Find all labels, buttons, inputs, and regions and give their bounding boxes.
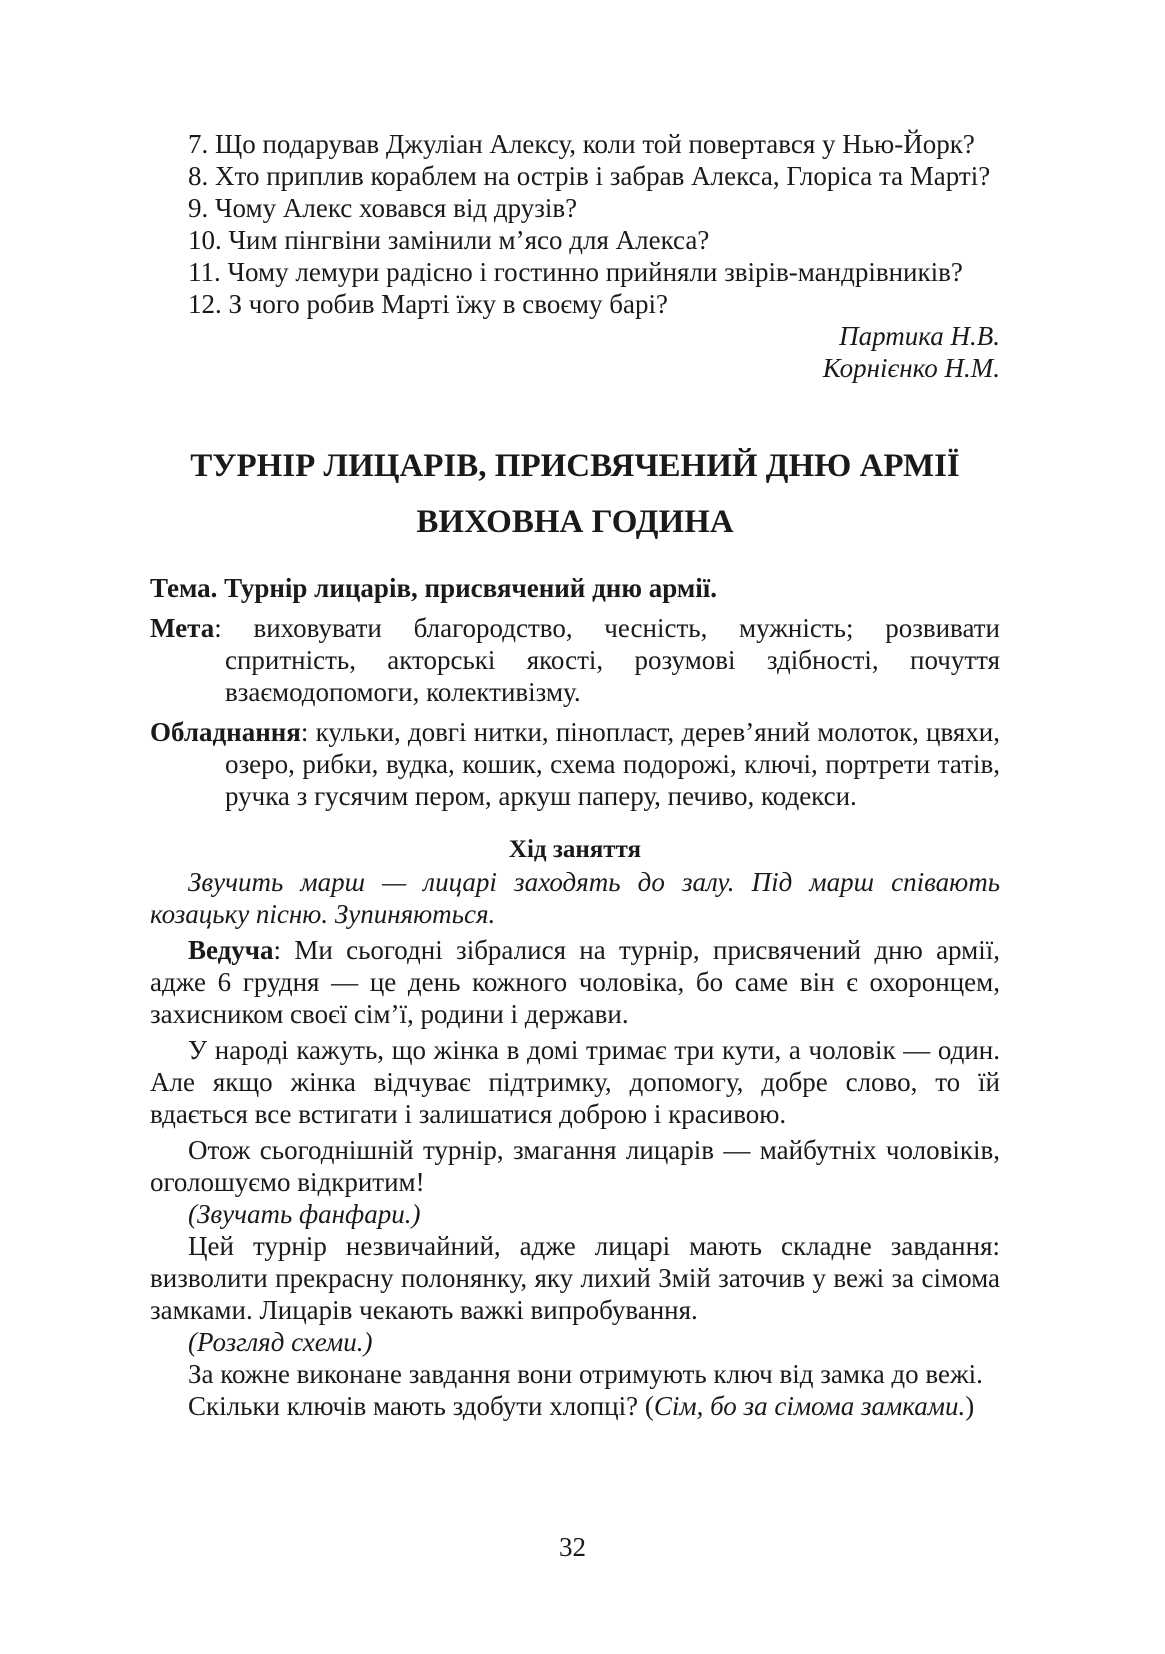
author-name: Партика Н.В. (839, 321, 1000, 351)
stage-direction: Звучить марш — лицарі заходять до залу. Під марш співають козацьку пісню. Зупиняються. (150, 867, 1000, 929)
closing-paren: ) (965, 1391, 975, 1421)
question-item: 10. Чим пінгвіни замінили м’ясо для Алекса? (188, 225, 710, 255)
author-name: Корнієнко Н.М. (822, 353, 1000, 383)
equipment-label: Обладнання (150, 717, 301, 747)
goal-text: : виховувати благородство, чесність, мужність; розвивати спритність, акторські якості, розумові здібності, почуття взаємодопомоги, колективізму. (214, 613, 1000, 707)
question-item: 8. Хто приплив кораблем на острів і забрав Алекса, Глоріса та Марті? (188, 161, 991, 191)
question-text: Скільки ключів мають здобути хлопці? ( (188, 1391, 654, 1421)
question-item: 7. Що подарував Джуліан Алексу, коли той повертався у Нью-Йорк? (188, 129, 975, 159)
goal-block (150, 612, 1000, 708)
question-item: 12. З чого робив Марті їжу в своєму барі? (188, 289, 668, 319)
goal-label: Мета (150, 613, 215, 643)
article-title: ТУРНІР ЛИЦАРІВ, ПРИСВЯЧЕНИЙ ДНЮ АРМІЇ (190, 448, 960, 484)
paragraph: Отож сьогоднішній турнір, змагання лицарів — майбутніх чоловіків, оголошуємо відкритим! (150, 1135, 1000, 1197)
document-page (150, 128, 1000, 1422)
host-paragraph (150, 934, 1000, 1030)
article-subtitle: ВИХОВНА ГОДИНА (416, 504, 734, 540)
page-number: 32 (559, 1532, 586, 1562)
equipment-block (150, 716, 1000, 812)
paragraph: За кожне виконане завдання вони отримують ключ від замка до вежі. (188, 1359, 983, 1389)
question-item: 9. Чому Алекс ховався від друзів? (188, 193, 578, 223)
stage-direction: (Звучать фанфари.) (188, 1199, 421, 1229)
host-text: : Ми сьогодні зібралися на турнір, присвячений дню армії, адже 6 грудня — це день кожного чоловіка, бо саме він є охоронцем, захисником своєї сім’ї, родини і держави. (150, 935, 1000, 1029)
questions-list (150, 128, 1000, 320)
authors-block (150, 320, 1000, 384)
answer-text: Сім, бо за сімома замками. (653, 1391, 966, 1421)
question-item: 11. Чому лемури радісно і гостинно прийняли звірів-мандрівників? (188, 257, 963, 287)
theme-line: Тема. Турнір лицарів, присвячений дню армії. (150, 573, 717, 603)
equipment-text: : кульки, довгі нитки, пінопласт, дерев’яний молоток, цвяхи, озеро, рибки, вудка, кошик, схема подорожі, ключі, портрети татів, ручка з гусячим пером, аркуш паперу, печиво, кодекси. (225, 717, 1000, 811)
section-heading: Хід заняття (508, 836, 642, 863)
paragraph: Цей турнір незвичайний, адже лицарі мають складне завдання: визволити прекрасну полонянку, яку лихий Змій заточив у вежі за сімома замками. Лицарів чекають важкі випробування. (150, 1231, 1000, 1325)
paragraph: У народі кажуть, що жінка в домі тримає три кути, а чоловік — один. Але якщо жінка відчуває підтримку, допомогу, добре слово, то їй вдається все встигати і залишатися доброю і красивою. (150, 1035, 1000, 1129)
stage-direction: (Розгляд схеми.) (188, 1327, 373, 1357)
paragraph (150, 1390, 1000, 1422)
host-label: Ведуча (188, 935, 274, 965)
